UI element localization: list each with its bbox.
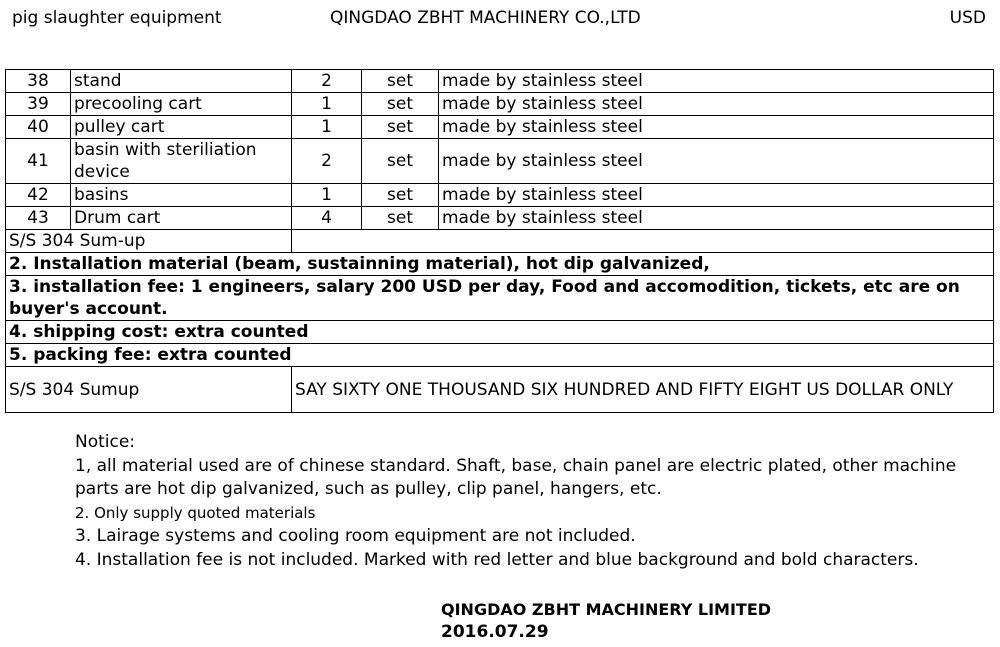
- term-installation-fee: 3. installation fee: 1 engineers, salary 200 USD per day, Food and accomodition, tickets, etc are on buyer's account.: [6, 276, 994, 321]
- notice-section: [75, 431, 975, 572]
- term-row: [6, 321, 994, 344]
- item-unit: set: [362, 207, 439, 230]
- quotation-table: [5, 69, 994, 413]
- item-qty: 1: [292, 116, 362, 139]
- header-company: QINGDAO ZBHT MACHINERY CO.,LTD: [330, 8, 641, 28]
- item-name: Drum cart: [71, 207, 292, 230]
- item-name: precooling cart: [71, 93, 292, 116]
- item-no: 39: [6, 93, 71, 116]
- notice-item-1: 1, all material used are of chinese standard. Shaft, base, chain panel are electric plated, other machine parts are hot dip galvanized, such as pulley, clip panel, hangers, etc.: [75, 455, 957, 499]
- item-desc: made by stainless steel: [439, 184, 994, 207]
- table-row: [6, 207, 994, 230]
- item-unit: set: [362, 70, 439, 93]
- term-row: [6, 344, 994, 367]
- item-name: basin with steriliation device: [71, 139, 292, 184]
- sumup-label: S/S 304 Sum-up: [6, 230, 292, 253]
- item-desc: made by stainless steel: [439, 207, 994, 230]
- item-unit: set: [362, 116, 439, 139]
- term-row: [6, 253, 994, 276]
- table-row: [6, 70, 994, 93]
- total-words: SAY SIXTY ONE THOUSAND SIX HUNDRED AND FIFTY EIGHT US DOLLAR ONLY: [292, 367, 994, 413]
- item-qty: 4: [292, 207, 362, 230]
- item-no: 41: [6, 139, 71, 184]
- term-packing-fee: 5. packing fee: extra counted: [6, 344, 994, 367]
- item-name: stand: [71, 70, 292, 93]
- item-unit: set: [362, 139, 439, 184]
- signature-company: QINGDAO ZBHT MACHINERY LIMITED: [441, 600, 772, 619]
- item-qty: 2: [292, 70, 362, 93]
- sumup-row: [6, 230, 994, 253]
- item-unit: set: [362, 93, 439, 116]
- item-desc: made by stainless steel: [439, 93, 994, 116]
- notice-item-3: 3. Lairage systems and cooling room equipment are not included.: [75, 526, 636, 546]
- item-no: 38: [6, 70, 71, 93]
- notice-item-4: 4. Installation fee is not included. Marked with red letter and blue background and bold characters.: [75, 549, 919, 570]
- item-name: basins: [71, 184, 292, 207]
- notice-title: Notice:: [75, 432, 136, 452]
- signature-date: 2016.07.29: [441, 622, 549, 642]
- table-row: [6, 184, 994, 207]
- notice-item-2: 2. Only supply quoted materials: [75, 503, 316, 522]
- item-no: 42: [6, 184, 71, 207]
- item-no: 43: [6, 207, 71, 230]
- total-row: [6, 367, 994, 413]
- item-desc: made by stainless steel: [439, 70, 994, 93]
- signature-block: [441, 598, 771, 644]
- item-no: 40: [6, 116, 71, 139]
- total-label: S/S 304 Sumup: [6, 367, 292, 413]
- item-qty: 1: [292, 184, 362, 207]
- item-name: pulley cart: [71, 116, 292, 139]
- item-qty: 2: [292, 139, 362, 184]
- term-row: [6, 276, 994, 321]
- table-row: [6, 116, 994, 139]
- sumup-value: [292, 230, 994, 253]
- table-row: [6, 139, 994, 184]
- header-product: pig slaughter equipment: [12, 8, 222, 28]
- table-row: [6, 93, 994, 116]
- item-desc: made by stainless steel: [439, 116, 994, 139]
- term-installation-material: 2. Installation material (beam, sustainning material), hot dip galvanized,: [6, 253, 994, 276]
- term-shipping-cost: 4. shipping cost: extra counted: [6, 321, 994, 344]
- item-desc: made by stainless steel: [439, 139, 994, 184]
- header-currency: USD: [949, 8, 986, 28]
- item-qty: 1: [292, 93, 362, 116]
- item-unit: set: [362, 184, 439, 207]
